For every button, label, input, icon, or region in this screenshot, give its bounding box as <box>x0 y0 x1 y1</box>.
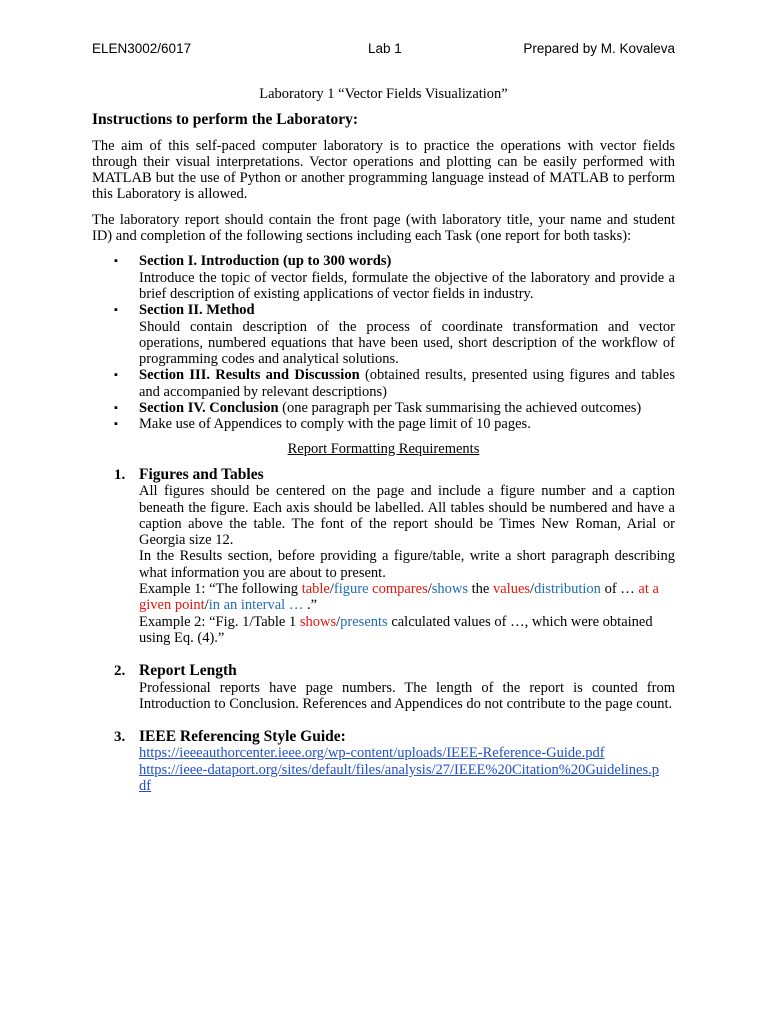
section-title: Section II. Method <box>139 302 255 319</box>
item-number: 2. <box>114 663 126 680</box>
section-note: (one paragraph per Task summarising the achieved outcomes) <box>278 400 642 417</box>
document-body <box>92 86 675 794</box>
section-description: Introduce the topic of vector fields, formulate the objective of the laboratory and provide a brief description of existing applications of vector fields in industry. <box>139 269 675 302</box>
section-item-method <box>92 302 675 367</box>
item-title: IEEE Referencing Style Guide: <box>139 728 346 746</box>
figures-paragraph: All figures should be centered on the page and include a figure number and a caption beneath the figure. Each axis should be labelled. All tables should be numbered and have a caption above the table. The font of the report should be Times New Roman, Arial or Georgia size 12. <box>139 483 675 549</box>
length-paragraph: Professional reports have page numbers. The length of the report is counted from Introduction to Conclusion. References and Appendices do not contribute to the page count. <box>139 679 675 712</box>
page-title: Laboratory 1 “Vector Fields Visualization” <box>259 86 508 102</box>
lab-number: Lab 1 <box>368 41 402 56</box>
bullet-icon: ▪ <box>114 402 118 415</box>
page-header <box>92 41 675 61</box>
item-title: Figures and Tables <box>139 465 264 483</box>
section-title: Section I. Introduction (up to 300 words) <box>139 253 392 270</box>
section-title: Section IV. Conclusion <box>139 400 279 417</box>
bullet-icon: ▪ <box>114 369 118 382</box>
section-item-results <box>92 367 675 400</box>
section-title: Section III. Results and Discussion <box>139 367 360 384</box>
instructions-heading: Instructions to perform the Laboratory: <box>92 111 359 129</box>
section-note: Make use of Appendices to comply with the page limit of 10 pages. <box>139 416 531 433</box>
item-number: 3. <box>114 729 126 746</box>
requirements-list <box>92 467 675 794</box>
item-number: 1. <box>114 466 126 483</box>
report-paragraph: The laboratory report should contain the front page (with laboratory title, your name and student ID) and completion of the following sections including each Task (one report for both tasks): <box>92 211 675 245</box>
section-item-appendices <box>92 416 675 432</box>
course-code: ELEN3002/6017 <box>92 41 192 56</box>
section-note: (obtained results, presented using figures and tables and accompanied by relevant descriptions) <box>139 367 675 400</box>
requirement-ieee-referencing <box>92 729 675 794</box>
section-item-conclusion <box>92 400 675 416</box>
example-2: Example 2: “Fig. 1/Table 1 shows/presents calculated values of …, which were obtained using Eq. (4).” <box>139 613 653 646</box>
bullet-icon: ▪ <box>114 255 118 268</box>
item-title: Report Length <box>139 662 237 680</box>
requirement-figures-tables <box>92 467 675 663</box>
ieee-citation-guidelines-link[interactable]: https://ieee-dataport.org/sites/default/files/analysis/27/IEEE%20Citation%20Guidelines.pdf <box>139 761 660 794</box>
author: Prepared by M. Kovaleva <box>523 41 675 56</box>
formatting-heading: Report Formatting Requirements <box>287 440 480 457</box>
intro-paragraph: The aim of this self-paced computer laboratory is to practice the operations with vector fields through their visual interpretations. Vector operations and plotting can be easily performed with MATLAB but the use of Python or another programming language instead of MATLAB to perform this Laboratory is allowed. <box>92 137 675 203</box>
section-item-introduction <box>92 253 675 302</box>
report-sections-list <box>92 253 675 432</box>
bullet-icon: ▪ <box>114 418 118 431</box>
requirement-report-length <box>92 663 675 729</box>
section-description: Should contain description of the process of coordinate transformation and vector operations, numbered equations that have been used, short description of the workflow of programming codes and analytical solutions. <box>139 318 675 368</box>
results-paragraph: In the Results section, before providing a figure/table, write a short paragraph describing what information you are about to present. <box>139 548 675 581</box>
ieee-reference-guide-link[interactable]: https://ieeeauthorcenter.ieee.org/wp-content/uploads/IEEE-Reference-Guide.pdf <box>139 745 605 762</box>
example-1: Example 1: “The following table/figure compares/shows the values/distribution of … at a given point/in an interval … .” <box>139 581 659 614</box>
bullet-icon: ▪ <box>114 304 118 317</box>
